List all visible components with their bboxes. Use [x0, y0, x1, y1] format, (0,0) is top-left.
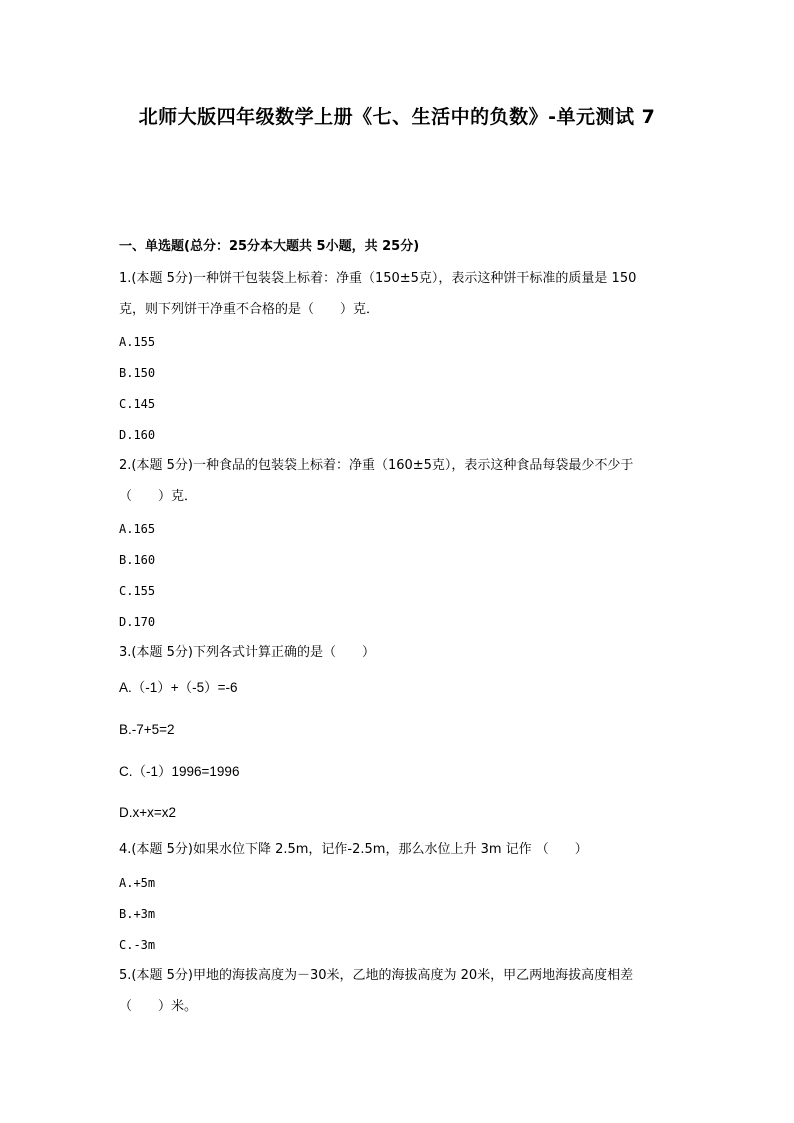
question-5-text: 5.(本题 5分)甲地的海拔高度为－30米，乙地的海拔高度为 20米，甲乙两地海拔高度相差 — [119, 968, 634, 983]
question-3-option-b: B.-7+5=2 — [119, 722, 175, 737]
question-2-text: 2.(本题 5分)一种食品的包装袋上标着：净重（160±5克），表示这种食品每袋最少不少于 — [119, 458, 634, 473]
question-1-option-b: B.150 — [119, 366, 156, 380]
question-1-text-continued: 克，则下列饼干净重不合格的是（ ）克． — [119, 302, 380, 317]
document-title: 北师大版四年级数学上册《七、生活中的负数》-单元测试 7 — [138, 106, 656, 128]
question-3-option-a: A.（-1）+（-5）=-6 — [119, 680, 238, 695]
section-heading: 一、单选题(总分：25分本大题共 5小题，共 25分) — [119, 239, 420, 254]
question-3-text: 3.(本题 5分)下列各式计算正确的是（ ） — [119, 645, 375, 660]
question-3-option-d: D.x+x=x2 — [119, 805, 177, 820]
question-1-option-c: C.145 — [119, 397, 156, 411]
question-2-option-c: C.155 — [119, 584, 156, 598]
question-1-option-d: D.160 — [119, 428, 156, 442]
question-4-text: 4.(本题 5分)如果水位下降 2.5m，记作-2.5m，那么水位上升 3m 记作 （ ） — [119, 842, 588, 857]
question-1-text: 1.(本题 5分)一种饼干包装袋上标着：净重（150±5克），表示这种饼干标准的质量是 150 — [119, 271, 637, 286]
question-4-option-c: C.-3m — [119, 938, 156, 952]
question-2-option-d: D.170 — [119, 615, 156, 629]
question-2-option-b: B.160 — [119, 553, 156, 567]
question-2-text-continued: （ ）克． — [119, 489, 198, 504]
question-2-option-a: A.165 — [119, 522, 156, 536]
question-4-option-a: A.+5m — [119, 876, 156, 890]
question-1-option-a: A.155 — [119, 335, 156, 349]
question-3-option-c: C.（-1）1996=1996 — [119, 764, 240, 779]
question-5-text-continued: （ ）米。 — [119, 999, 198, 1014]
question-4-option-b: B.+3m — [119, 907, 156, 921]
